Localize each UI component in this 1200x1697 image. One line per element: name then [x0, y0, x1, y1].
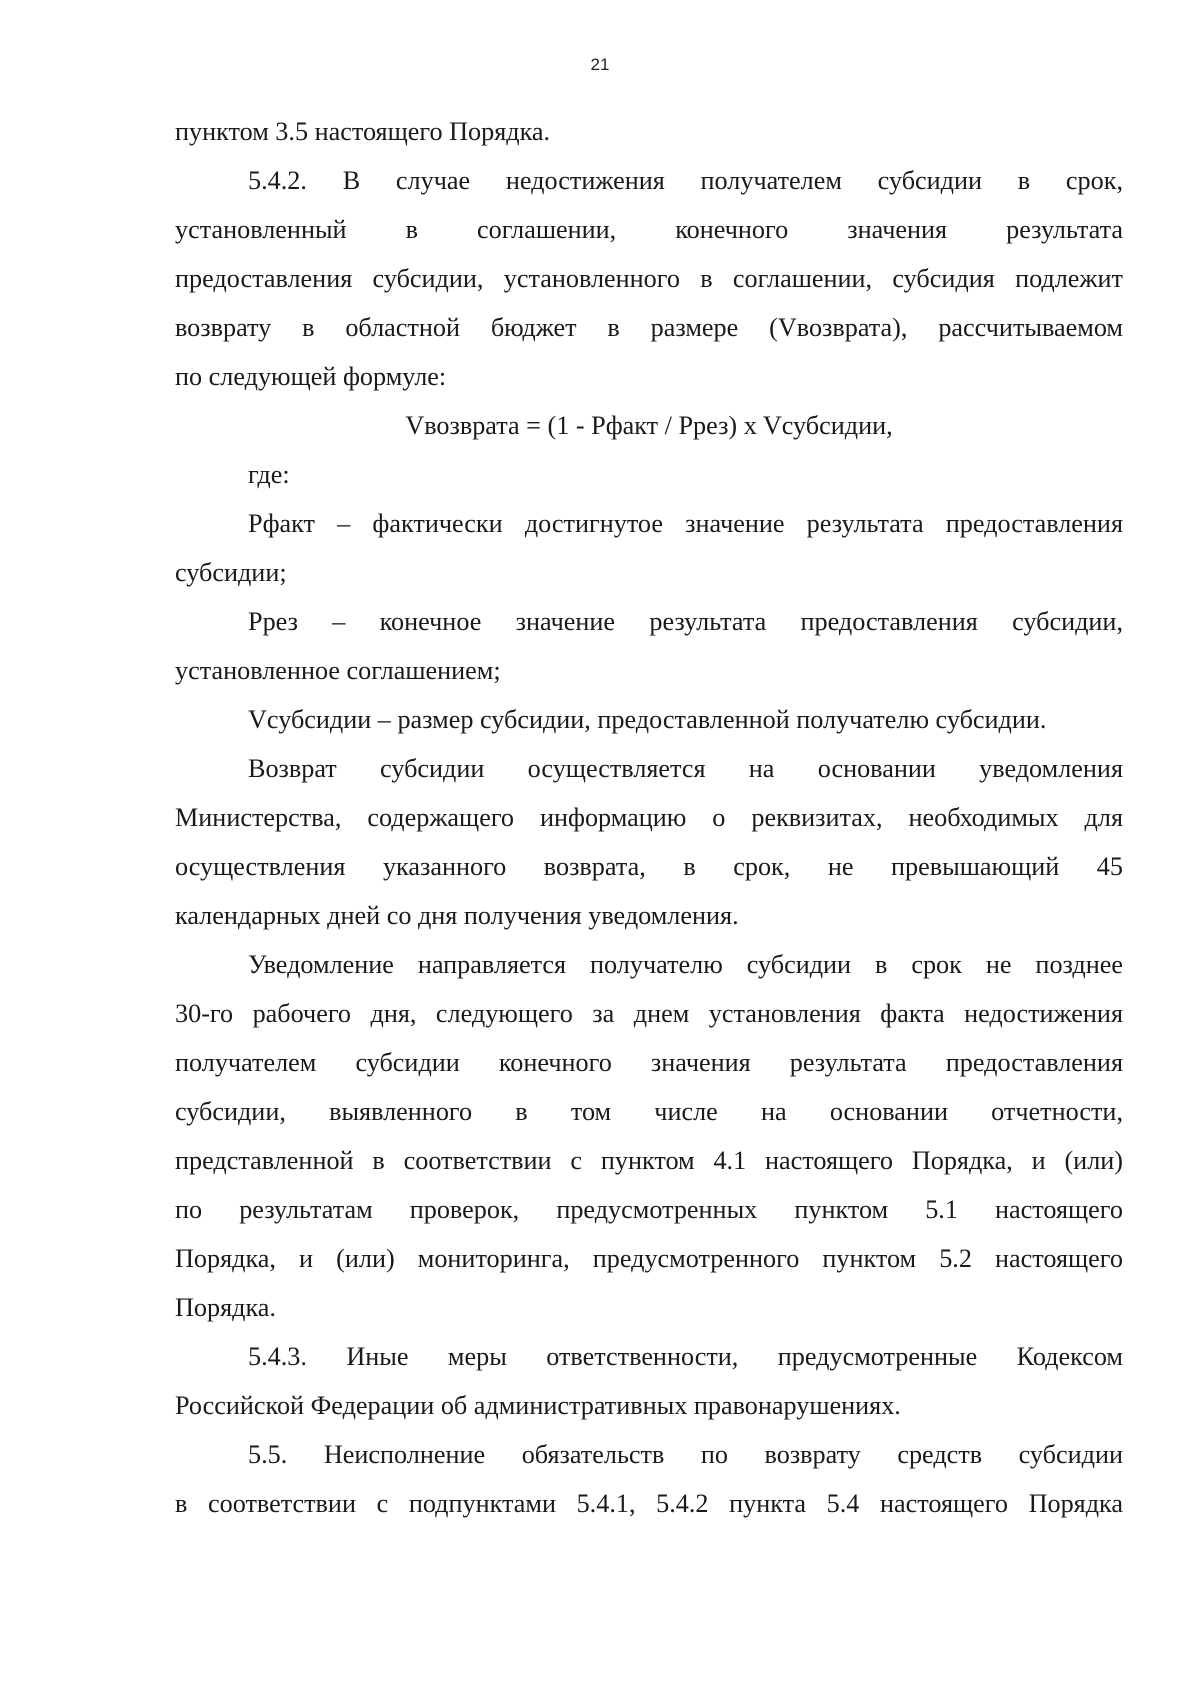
text-line: Pфакт – фактически достигнутое значение результата предоставления [248, 509, 1123, 538]
text-line: Порядка. [175, 1293, 276, 1322]
paragraph [175, 1430, 1123, 1528]
text-line: возврату в областной бюджет в размере (Vвозврата), рассчитываемом [175, 313, 1123, 342]
text-line: 5.5. Неисполнение обязательств по возврату средств субсидии [248, 1440, 1123, 1469]
text-line: Российской Федерации об административных правонарушениях. [175, 1391, 901, 1420]
text-line: календарных дней со дня получения уведомления. [175, 901, 739, 930]
text-line: Pрез – конечное значение результата предоставления субсидии, [248, 607, 1123, 636]
text-line: 30-го рабочего дня, следующего за днем установления факта недостижения [175, 999, 1123, 1028]
formula-line: Vвозврата = (1 - Pфакт / Pрез) x Vсубсидии, [405, 411, 893, 440]
text-line: получателем субсидии конечного значения результата предоставления [175, 1048, 1123, 1077]
paragraph [175, 450, 1123, 499]
text-line: 5.4.2. В случае недостижения получателем субсидии в срок, [248, 166, 1123, 195]
text-line: Уведомление направляется получателю субсидии в срок не позднее [248, 950, 1123, 979]
text-line: в соответствии с подпунктами 5.4.1, 5.4.2 пункта 5.4 настоящего Порядка [175, 1489, 1123, 1518]
document-body [175, 107, 1123, 1528]
text-line: пунктом 3.5 настоящего Порядка. [175, 117, 551, 146]
text-line: предоставления субсидии, установленного в соглашении, субсидия подлежит [175, 264, 1123, 293]
paragraph [175, 940, 1123, 1332]
text-line: Министерства, содержащего информацию о реквизитах, необходимых для [175, 803, 1123, 832]
page-number: 21 [590, 55, 610, 74]
text-line: установленное соглашением; [175, 656, 501, 685]
paragraph [175, 156, 1123, 401]
text-line: по результатам проверок, предусмотренных пунктом 5.1 настоящего [175, 1195, 1123, 1224]
text-line: представленной в соответствии с пунктом 4.1 настоящего Порядка, и (или) [175, 1146, 1123, 1175]
text-line: Vсубсидии – размер субсидии, предоставленной получателю субсидии. [248, 705, 1047, 734]
paragraph [175, 597, 1123, 695]
text-line: установленный в соглашении, конечного значения результата [175, 215, 1123, 244]
paragraph [175, 499, 1123, 597]
text-line: Порядка, и (или) мониторинга, предусмотренного пунктом 5.2 настоящего [175, 1244, 1123, 1273]
text-line: субсидии; [175, 558, 287, 587]
text-line: Возврат субсидии осуществляется на основании уведомления [248, 754, 1123, 783]
paragraph [175, 744, 1123, 940]
text-line: по следующей формуле: [175, 362, 447, 391]
text-line: субсидии, выявленного в том числе на основании отчетности, [175, 1097, 1123, 1126]
paragraph [175, 695, 1123, 744]
text-line: 5.4.3. Иные меры ответственности, предусмотренные Кодексом [248, 1342, 1123, 1371]
paragraph [175, 1332, 1123, 1430]
paragraph [175, 107, 1123, 156]
text-line: где: [248, 460, 290, 489]
paragraph [175, 401, 1123, 450]
text-line: осуществления указанного возврата, в срок, не превышающий 45 [175, 852, 1123, 881]
